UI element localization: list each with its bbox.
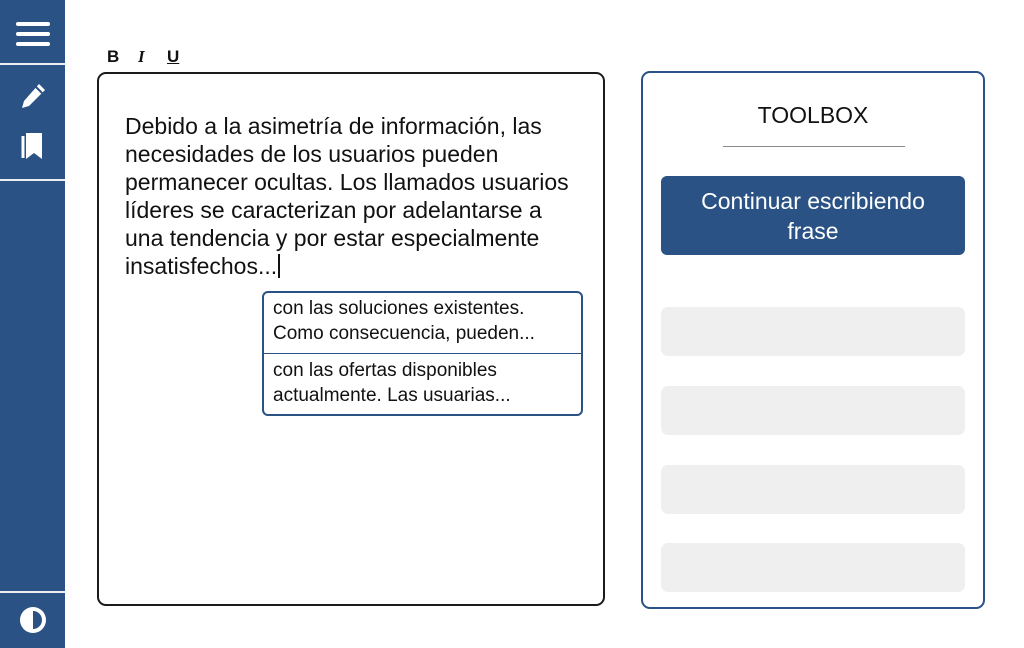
sidebar-divider [0, 591, 65, 593]
continue-sentence-button[interactable] [661, 176, 965, 255]
edit-button[interactable] [0, 78, 65, 114]
contrast-button[interactable] [0, 602, 65, 638]
pencil-icon [18, 81, 48, 111]
sidebar-divider [0, 179, 65, 181]
suggestion-item[interactable]: con las soluciones existentes. Como consecuencia, pueden... [264, 293, 581, 354]
hamburger-menu-icon [16, 22, 50, 46]
toolbox-empty-slot[interactable] [661, 543, 965, 592]
sidebar [0, 0, 65, 648]
suggestion-list [262, 291, 583, 416]
bold-button[interactable]: B [107, 47, 120, 66]
toolbox-divider [723, 146, 905, 147]
contrast-icon [17, 604, 49, 636]
toolbox-panel [641, 71, 985, 609]
italic-button[interactable]: I [138, 47, 145, 66]
text-caret [278, 254, 280, 278]
suggestion-item[interactable]: con las ofertas disponibles actualmente. Las usuarias... [273, 360, 511, 406]
toolbox-empty-slot[interactable] [661, 307, 965, 356]
menu-button[interactable] [0, 14, 65, 54]
continue-sentence-label: Continuar escribiendo frase [701, 187, 925, 244]
toolbox-empty-slot[interactable] [661, 386, 965, 435]
bookmarks-button[interactable] [0, 128, 65, 164]
sidebar-divider [0, 63, 65, 65]
toolbox-empty-slot[interactable] [661, 465, 965, 514]
bookmark-icon [20, 131, 46, 161]
editor-content[interactable] [125, 112, 585, 280]
toolbox-title: TOOLBOX [757, 102, 869, 128]
editor-text: Debido a la asimetría de información, las necesidades de los usuarios pueden permanecer ocultas. Los llamados usuarios líderes se caracterizan por adelantarse a una tendencia y por estar especialmente insatisfechos... [125, 113, 569, 279]
underline-button[interactable]: U [167, 47, 180, 66]
